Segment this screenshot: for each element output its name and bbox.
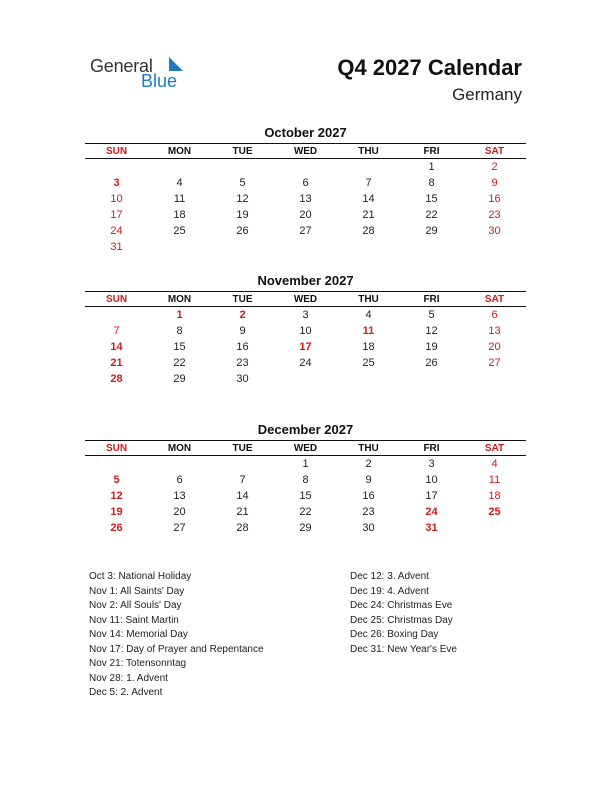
- weekday-label: SAT: [484, 293, 505, 305]
- weekday-label: TUE: [232, 442, 253, 454]
- weekday-label: FRI: [423, 442, 440, 454]
- holiday-entry: Nov 2: All Souls' Day: [89, 600, 182, 611]
- date-cell: 24: [110, 225, 123, 237]
- date-cell: 13: [488, 325, 501, 337]
- weekday-label: SAT: [484, 145, 505, 157]
- date-cell: 24: [299, 357, 312, 369]
- date-cell: 1: [428, 161, 435, 173]
- date-cell: 25: [362, 357, 375, 369]
- weekday-label: SUN: [105, 293, 128, 305]
- holiday-date-cell: 25: [488, 506, 501, 518]
- logo-triangle-icon: [169, 57, 183, 71]
- date-cell: 7: [113, 325, 120, 337]
- date-cell: 19: [425, 341, 438, 353]
- date-cell: 23: [488, 209, 501, 221]
- date-cell: 29: [173, 373, 186, 385]
- date-cell: 30: [236, 373, 249, 385]
- weekday-label: MON: [167, 293, 192, 305]
- date-cell: 17: [425, 490, 438, 502]
- date-cell: 5: [428, 309, 435, 321]
- weekday-label: MON: [167, 442, 192, 454]
- holiday-date-cell: 14: [110, 341, 123, 353]
- date-cell: 27: [488, 357, 501, 369]
- date-cell: 16: [488, 193, 501, 205]
- date-cell: 16: [362, 490, 375, 502]
- holiday-date-cell: 19: [110, 506, 123, 518]
- date-cell: 6: [491, 309, 498, 321]
- holiday-date-cell: 28: [110, 373, 123, 385]
- date-cell: 9: [491, 177, 498, 189]
- week-row: [85, 207, 526, 223]
- logo-word-blue: Blue: [141, 71, 178, 91]
- holiday-entry: Nov 28: 1. Advent: [89, 672, 168, 684]
- weekday-label: FRI: [423, 145, 440, 157]
- date-cell: 26: [425, 357, 438, 369]
- month-title: October 2027: [264, 125, 347, 140]
- date-cell: 9: [365, 474, 372, 486]
- date-cell: 27: [299, 225, 312, 237]
- week-row: [85, 307, 526, 323]
- holiday-date-cell: 11: [362, 325, 375, 337]
- week-row: [85, 339, 526, 355]
- month-october: [85, 125, 526, 255]
- date-cell: 16: [236, 341, 249, 353]
- week-row: [85, 323, 526, 339]
- holiday-entry: Dec 24: Christmas Eve: [350, 600, 453, 611]
- date-cell: 21: [236, 506, 249, 518]
- weekday-label: SAT: [484, 442, 505, 454]
- holiday-date-cell: 26: [110, 522, 123, 534]
- month-title: December 2027: [257, 422, 354, 437]
- date-cell: 7: [365, 177, 372, 189]
- date-cell: 20: [488, 341, 501, 353]
- date-cell: 18: [173, 209, 186, 221]
- date-cell: 8: [428, 177, 435, 189]
- date-cell: 31: [110, 241, 123, 253]
- date-cell: 26: [236, 225, 249, 237]
- holiday-entry: Dec 25: Christmas Day: [350, 614, 453, 626]
- date-cell: 29: [425, 225, 438, 237]
- date-cell: 22: [425, 209, 438, 221]
- weekday-label: SUN: [105, 145, 128, 157]
- weekday-label: WED: [293, 293, 318, 305]
- logo-word-general: General: [90, 56, 153, 76]
- weekday-header: [85, 143, 526, 159]
- date-cell: 10: [110, 193, 123, 205]
- holiday-entry: Dec 31: New Year's Eve: [350, 643, 457, 655]
- holiday-date-cell: 3: [113, 177, 120, 189]
- weekday-label: THU: [358, 293, 379, 305]
- date-cell: 15: [299, 490, 312, 502]
- date-cell: 4: [491, 458, 498, 470]
- date-cell: 13: [173, 490, 186, 502]
- weekday-header: [85, 440, 526, 456]
- week-row: [85, 355, 526, 371]
- date-cell: 23: [362, 506, 375, 518]
- weekday-label: SUN: [105, 442, 128, 454]
- date-cell: 11: [488, 474, 501, 486]
- date-cell: 12: [425, 325, 438, 337]
- date-cell: 22: [299, 506, 312, 518]
- weekday-label: TUE: [232, 145, 253, 157]
- date-cell: 14: [236, 490, 249, 502]
- country-subtitle: Germany: [452, 85, 522, 104]
- page-title: Q4 2027 Calendar: [337, 55, 522, 80]
- holiday-entry: Nov 14: Memorial Day: [89, 629, 188, 640]
- date-cell: 2: [491, 161, 498, 173]
- weekday-header: [85, 291, 526, 307]
- week-row: [85, 456, 526, 472]
- date-cell: 20: [299, 209, 312, 221]
- holiday-entry: Oct 3: National Holiday: [89, 571, 192, 582]
- date-cell: 28: [362, 225, 375, 237]
- weekday-label: WED: [293, 442, 318, 454]
- week-row: [85, 472, 526, 488]
- week-row: [85, 520, 526, 536]
- holiday-entry: Nov 21: Totensonntag: [89, 658, 187, 669]
- date-cell: 11: [173, 193, 186, 205]
- holiday-entry: Nov 11: Saint Martin: [89, 614, 179, 626]
- week-row: [85, 488, 526, 504]
- holiday-entry: Nov 1: All Saints' Day: [89, 585, 185, 597]
- holiday-date-cell: 21: [110, 357, 123, 369]
- date-cell: 22: [173, 357, 186, 369]
- month-title: November 2027: [257, 273, 354, 288]
- date-cell: 4: [365, 309, 372, 321]
- holiday-entry: Dec 19: 4. Advent: [350, 585, 429, 597]
- date-cell: 18: [362, 341, 375, 353]
- week-row: [85, 175, 526, 191]
- month-december: [85, 422, 526, 536]
- date-cell: 29: [299, 522, 312, 534]
- date-cell: 18: [488, 490, 501, 502]
- date-cell: 20: [173, 506, 186, 518]
- generalblue-logo: [90, 56, 200, 92]
- holiday-entry: Dec 12: 3. Advent: [350, 571, 429, 582]
- date-cell: 9: [239, 325, 246, 337]
- date-cell: 8: [302, 474, 309, 486]
- weekday-label: FRI: [423, 293, 440, 305]
- holiday-list-right: [350, 570, 457, 657]
- holiday-entry: Nov 17: Day of Prayer and Repentance: [89, 643, 264, 655]
- date-cell: 23: [236, 357, 249, 369]
- month-november: [85, 273, 526, 387]
- date-cell: 10: [425, 474, 438, 486]
- date-cell: 30: [488, 225, 501, 237]
- date-cell: 14: [362, 193, 375, 205]
- week-row: [85, 239, 526, 255]
- date-cell: 15: [173, 341, 186, 353]
- week-row: [85, 371, 526, 387]
- date-cell: 5: [239, 177, 246, 189]
- date-cell: 28: [236, 522, 249, 534]
- date-cell: 17: [110, 209, 123, 221]
- date-cell: 1: [302, 458, 309, 470]
- holiday-date-cell: 17: [299, 341, 312, 353]
- holiday-date-cell: 5: [113, 474, 120, 486]
- weekday-label: MON: [167, 145, 192, 157]
- holiday-date-cell: 24: [425, 506, 438, 518]
- holiday-list-left: [89, 570, 264, 701]
- week-row: [85, 504, 526, 520]
- date-cell: 19: [236, 209, 249, 221]
- holiday-date-cell: 12: [110, 490, 123, 502]
- holiday-date-cell: 2: [239, 309, 246, 321]
- week-row: [85, 159, 526, 175]
- date-cell: 15: [425, 193, 438, 205]
- date-cell: 13: [299, 193, 312, 205]
- week-row: [85, 191, 526, 207]
- weekday-label: THU: [358, 145, 379, 157]
- weekday-label: TUE: [232, 293, 253, 305]
- week-row: [85, 223, 526, 239]
- date-cell: 3: [428, 458, 435, 470]
- date-cell: 21: [362, 209, 375, 221]
- date-cell: 6: [302, 177, 309, 189]
- holiday-date-cell: 1: [176, 309, 183, 321]
- holiday-date-cell: 31: [425, 522, 438, 534]
- date-cell: 25: [173, 225, 186, 237]
- date-cell: 10: [299, 325, 312, 337]
- holiday-entry: Dec 5: 2. Advent: [89, 687, 163, 698]
- date-cell: 6: [176, 474, 183, 486]
- date-cell: 27: [173, 522, 186, 534]
- date-cell: 4: [176, 177, 183, 189]
- holiday-entry: Dec 26: Boxing Day: [350, 629, 439, 640]
- weekday-label: THU: [358, 442, 379, 454]
- date-cell: 7: [239, 474, 246, 486]
- date-cell: 12: [236, 193, 249, 205]
- date-cell: 3: [302, 309, 309, 321]
- date-cell: 30: [362, 522, 375, 534]
- date-cell: 2: [365, 458, 372, 470]
- weekday-label: WED: [293, 145, 318, 157]
- date-cell: 8: [176, 325, 183, 337]
